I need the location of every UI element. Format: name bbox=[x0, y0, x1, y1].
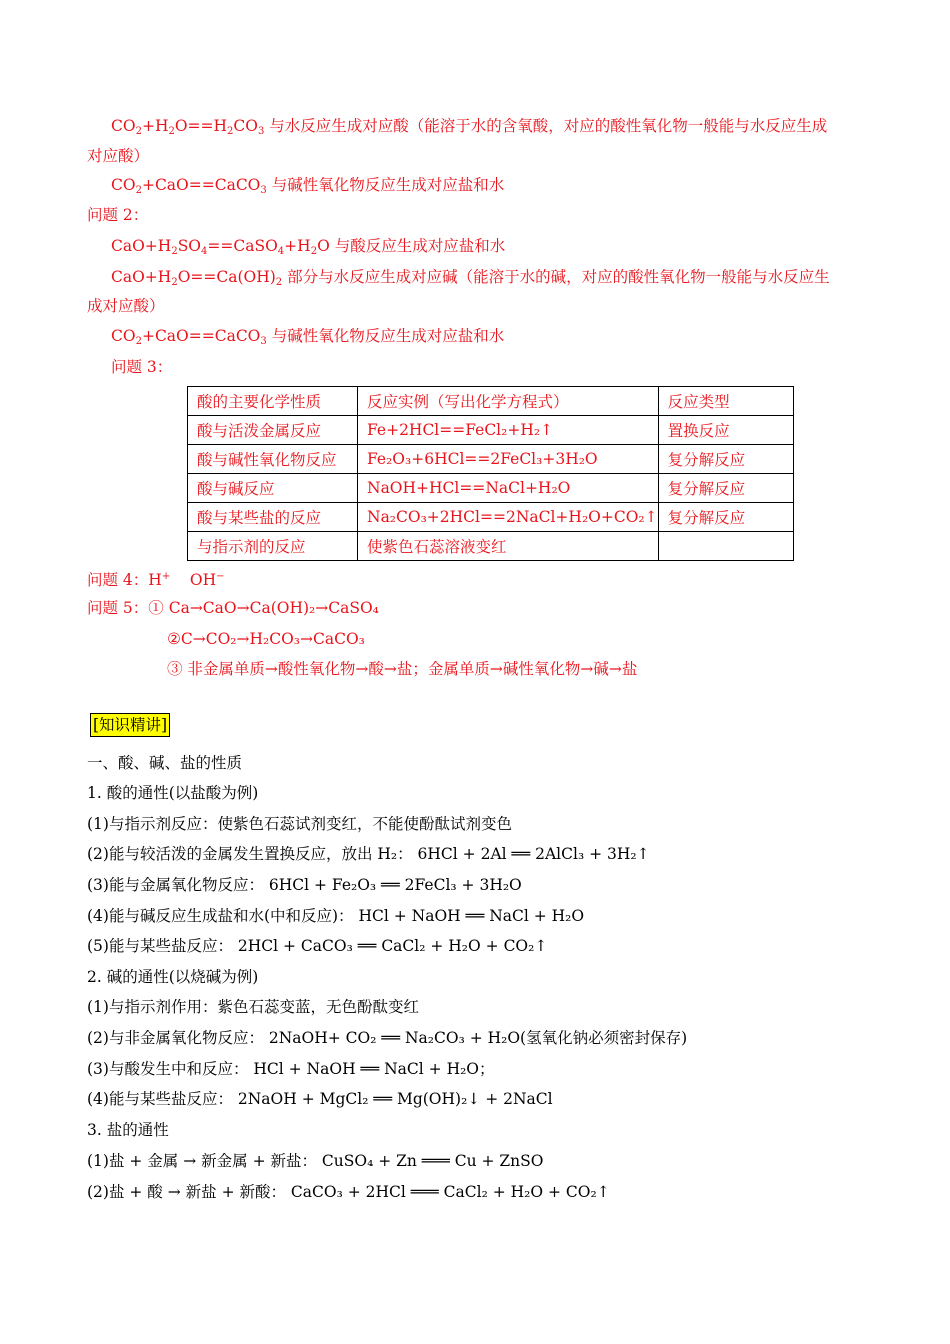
knowledge-line: (3)与酸发生中和反应： HCl + NaOH ══ NaCl + H₂O； bbox=[87, 1060, 495, 1078]
q2-line1: $CaO+H_2SO_4==CaSO_4+H_2O$ 与酸反应生成对应盐和水 bbox=[111, 237, 506, 257]
table-row bbox=[188, 474, 794, 503]
table-header-cell: 酸的主要化学性质 bbox=[188, 387, 358, 416]
table-header-row bbox=[188, 387, 794, 416]
q2-line2a: $CaO+H_2O==Ca(OH)_2$ 部分与水反应生成对应碱（能溶于水的碱，对应的酸性氧化物一般能与水反应生 bbox=[111, 268, 830, 288]
q1-line1b: 对应酸） bbox=[87, 147, 150, 165]
knowledge-line: (2)盐 + 酸 → 新盐 + 新酸： CaCO₃ + 2HCl ═══ CaCl₂ + H₂O + CO₂↑ bbox=[87, 1183, 610, 1201]
knowledge-line: 3. 盐的通性 bbox=[87, 1121, 169, 1139]
knowledge-line: (1)与指示剂反应：使紫色石蕊试剂变红，不能使酚酞试剂变色 bbox=[87, 815, 512, 833]
knowledge-line: (1)与指示剂作用：紫色石蕊变蓝，无色酚酞变红 bbox=[87, 998, 419, 1016]
table-cell: 与指示剂的反应 bbox=[188, 532, 358, 561]
knowledge-line: (5)能与某些盐反应： 2HCl + CaCO₃ ══ CaCl₂ + H₂O + CO₂↑ bbox=[87, 937, 548, 955]
knowledge-line: (1)盐 + 金属 → 新金属 + 新盐： CuSO₄ + Zn ═══ Cu + ZnSO bbox=[87, 1152, 544, 1170]
knowledge-line: 一、酸、碱、盐的性质 bbox=[87, 754, 243, 772]
table-cell: 复分解反应 bbox=[658, 474, 793, 503]
knowledge-line: (4)能与碱反应生成盐和水(中和反应)： HCl + NaOH ══ NaCl + H₂O bbox=[87, 907, 585, 925]
q3-title: 问题 3： bbox=[111, 358, 173, 376]
knowledge-line: (2)与非金属氧化物反应： 2NaOH+ CO₂ ══ Na₂CO₃ + H₂O(氢氧化钠必须密封保存) bbox=[87, 1029, 688, 1047]
knowledge-line: (3)能与金属氧化物反应： 6HCl + Fe₂O₃ ══ 2FeCl₃ + 3H₂O bbox=[87, 876, 522, 894]
knowledge-line: (2)能与较活泼的金属发生置换反应，放出 H₂： 6HCl + 2Al ══ 2AlCl₃ + 3H₂↑ bbox=[87, 845, 650, 863]
knowledge-line: 2. 碱的通性(以烧碱为例) bbox=[87, 968, 259, 986]
knowledge-tag: [知识精讲] bbox=[90, 713, 170, 737]
table-row bbox=[188, 445, 794, 474]
knowledge-line: 1. 酸的通性(以盐酸为例) bbox=[87, 784, 259, 802]
table-cell: NaOH+HCl==NaCl+H₂O bbox=[358, 474, 659, 503]
q2-title: 问题 2： bbox=[87, 206, 149, 224]
table-row bbox=[188, 532, 794, 561]
knowledge-line: (4)能与某些盐反应： 2NaOH + MgCl₂ ══ Mg(OH)₂↓ + 2NaCl bbox=[87, 1090, 553, 1108]
table-cell: Na₂CO₃+2HCl==2NaCl+H₂O+CO₂↑ bbox=[358, 503, 659, 532]
q5-line1: 问题 5：① Ca→CaO→Ca(OH)₂→CaSO₄ bbox=[87, 599, 379, 617]
table-cell: 使紫色石蕊溶液变红 bbox=[358, 532, 659, 561]
table-cell: 复分解反应 bbox=[658, 445, 793, 474]
table-cell: Fe+2HCl==FeCl₂+H₂↑ bbox=[358, 416, 659, 445]
table-cell: 酸与碱性氧化物反应 bbox=[188, 445, 358, 474]
table-cell: 复分解反应 bbox=[658, 503, 793, 532]
q2-line3: $CO_2+CaO==CaCO_3$ 与碱性氧化物反应生成对应盐和水 bbox=[111, 327, 505, 347]
table-cell: 酸与活泼金属反应 bbox=[188, 416, 358, 445]
q5-line2: ②C→CO₂→H₂CO₃→CaCO₃ bbox=[167, 630, 365, 648]
acid-properties-table bbox=[187, 386, 794, 561]
q1-line1a: $CO_2+H_2O==H_2CO_3$ 与水反应生成对应酸（能溶于水的含氧酸，对应的酸性氧化物一般能与水反应生成 bbox=[111, 117, 828, 137]
table-row bbox=[188, 503, 794, 532]
table-cell bbox=[658, 532, 793, 561]
table-row bbox=[188, 416, 794, 445]
table-cell: Fe₂O₃+6HCl==2FeCl₃+3H₂O bbox=[358, 445, 659, 474]
q1-line2: $CO_2+CaO==CaCO_3$ 与碱性氧化物反应生成对应盐和水 bbox=[111, 176, 505, 196]
table-cell: 酸与碱反应 bbox=[188, 474, 358, 503]
table-cell: 置换反应 bbox=[658, 416, 793, 445]
table-header-cell: 反应类型 bbox=[658, 387, 793, 416]
q2-line2b: 成对应酸） bbox=[87, 297, 165, 315]
q5-line3: ③ 非金属单质→酸性氧化物→酸→盐；金属单质→碱性氧化物→碱→盐 bbox=[167, 660, 638, 678]
table-header-cell: 反应实例（写出化学方程式） bbox=[358, 387, 659, 416]
q4-answer: 问题 4：H+ OH− bbox=[87, 571, 225, 589]
table-cell: 酸与某些盐的反应 bbox=[188, 503, 358, 532]
